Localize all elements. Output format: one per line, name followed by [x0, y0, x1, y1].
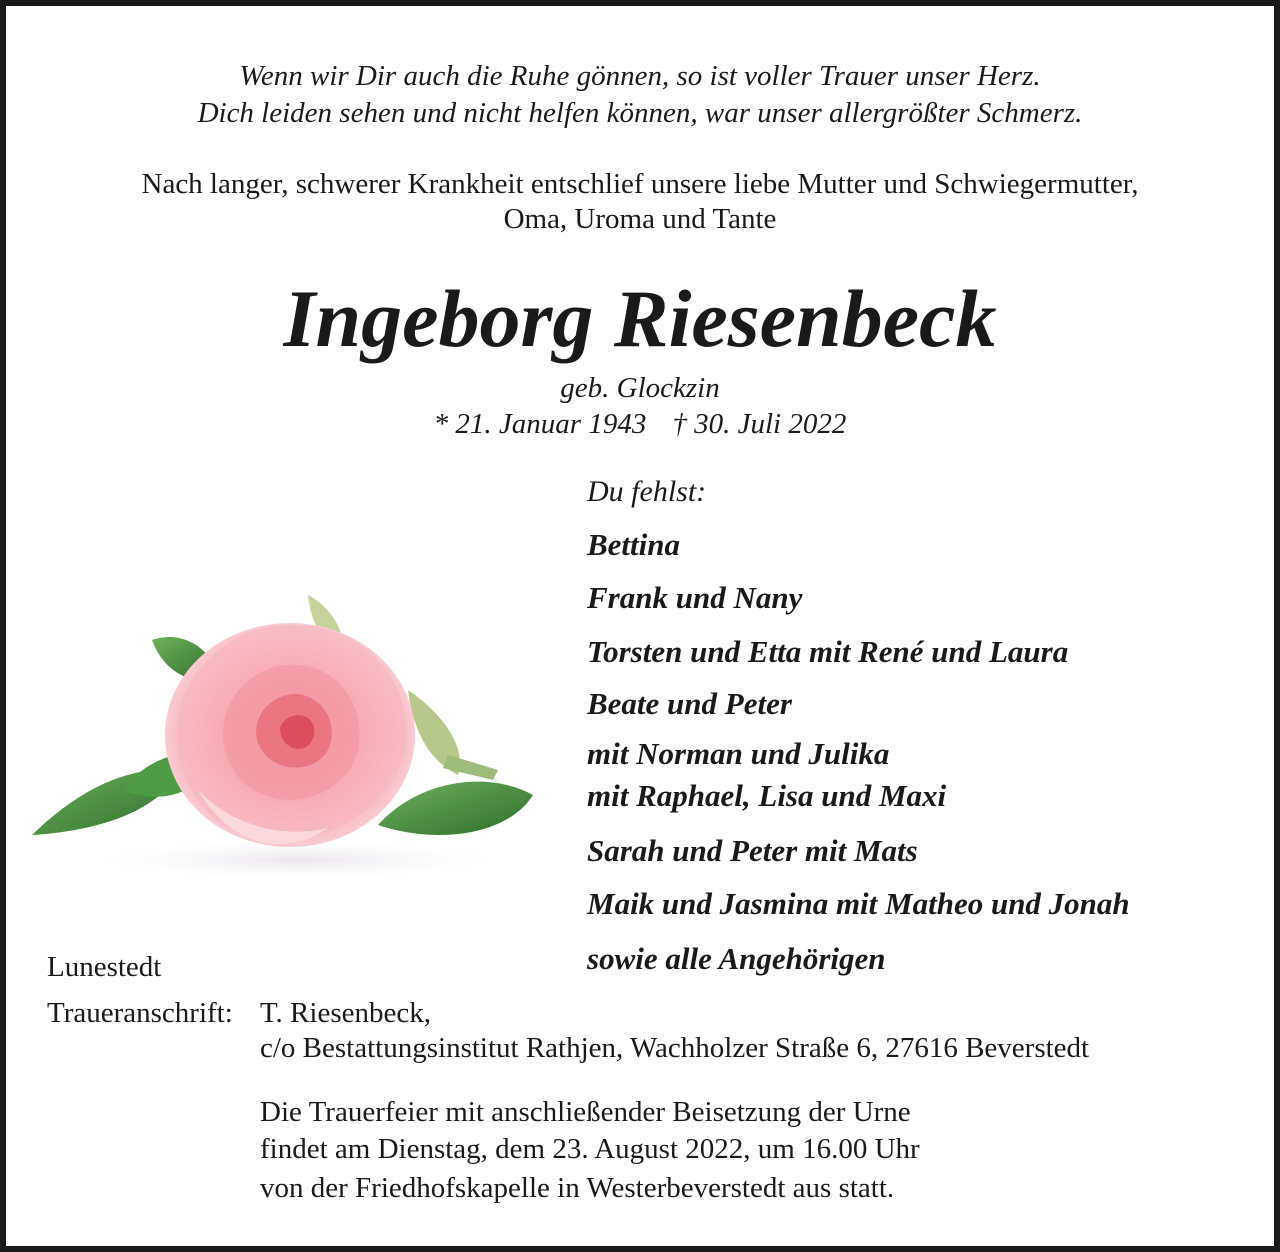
mourner-line: mit Raphael, Lisa und Maxi	[587, 778, 947, 813]
mourner-line: Frank und Nany	[587, 580, 803, 615]
deceased-name: Ingeborg Riesenbeck	[283, 273, 997, 364]
birth-date: * 21. Januar 1943	[433, 408, 647, 440]
life-dates	[0, 408, 1280, 441]
address-line-2: c/o Bestattungsinstitut Rathjen, Wachholzer Straße 6, 27616 Beverstedt	[260, 1032, 1090, 1064]
mourner-line: Bettina	[587, 527, 681, 562]
mourners-heading: Du fehlst:	[587, 475, 707, 508]
intro-line-2: Oma, Uroma und Tante	[503, 203, 777, 235]
ceremony-line-1: Die Trauerfeier mit anschließender Beisetzung der Urne	[260, 1096, 911, 1128]
mourner-line: Beate und Peter	[587, 686, 792, 721]
address-line-1: T. Riesenbeck,	[260, 997, 431, 1029]
rose-image	[28, 560, 568, 890]
mourner-line: sowie alle Angehörigen	[587, 941, 886, 976]
birth-name: geb. Glockzin	[560, 372, 720, 404]
ceremony-line-3: von der Friedhofskapelle in Westerbeverstedt aus statt.	[260, 1172, 895, 1204]
poem-line-2: Dich leiden sehen und nicht helfen können, war unser allergrößter Schmerz.	[197, 97, 1083, 129]
mourner-line: Torsten und Etta mit René und Laura	[587, 634, 1069, 669]
death-date: † 30. Juli 2022	[672, 408, 847, 440]
mourner-line: Sarah und Peter mit Mats	[587, 833, 918, 868]
address-label: Traueranschrift:	[47, 997, 233, 1029]
mourner-line: Maik und Jasmina mit Matheo und Jonah	[587, 886, 1130, 921]
intro-line-1: Nach langer, schwerer Krankheit entschlief unsere liebe Mutter und Schwiegermutter,	[141, 168, 1139, 200]
mourner-line: mit Norman und Julika	[587, 736, 890, 771]
location: Lunestedt	[47, 951, 162, 983]
poem-line-1: Wenn wir Dir auch die Ruhe gönnen, so ist voller Trauer unser Herz.	[239, 60, 1041, 92]
ceremony-line-2: findet am Dienstag, dem 23. August 2022, um 16.00 Uhr	[260, 1133, 920, 1165]
